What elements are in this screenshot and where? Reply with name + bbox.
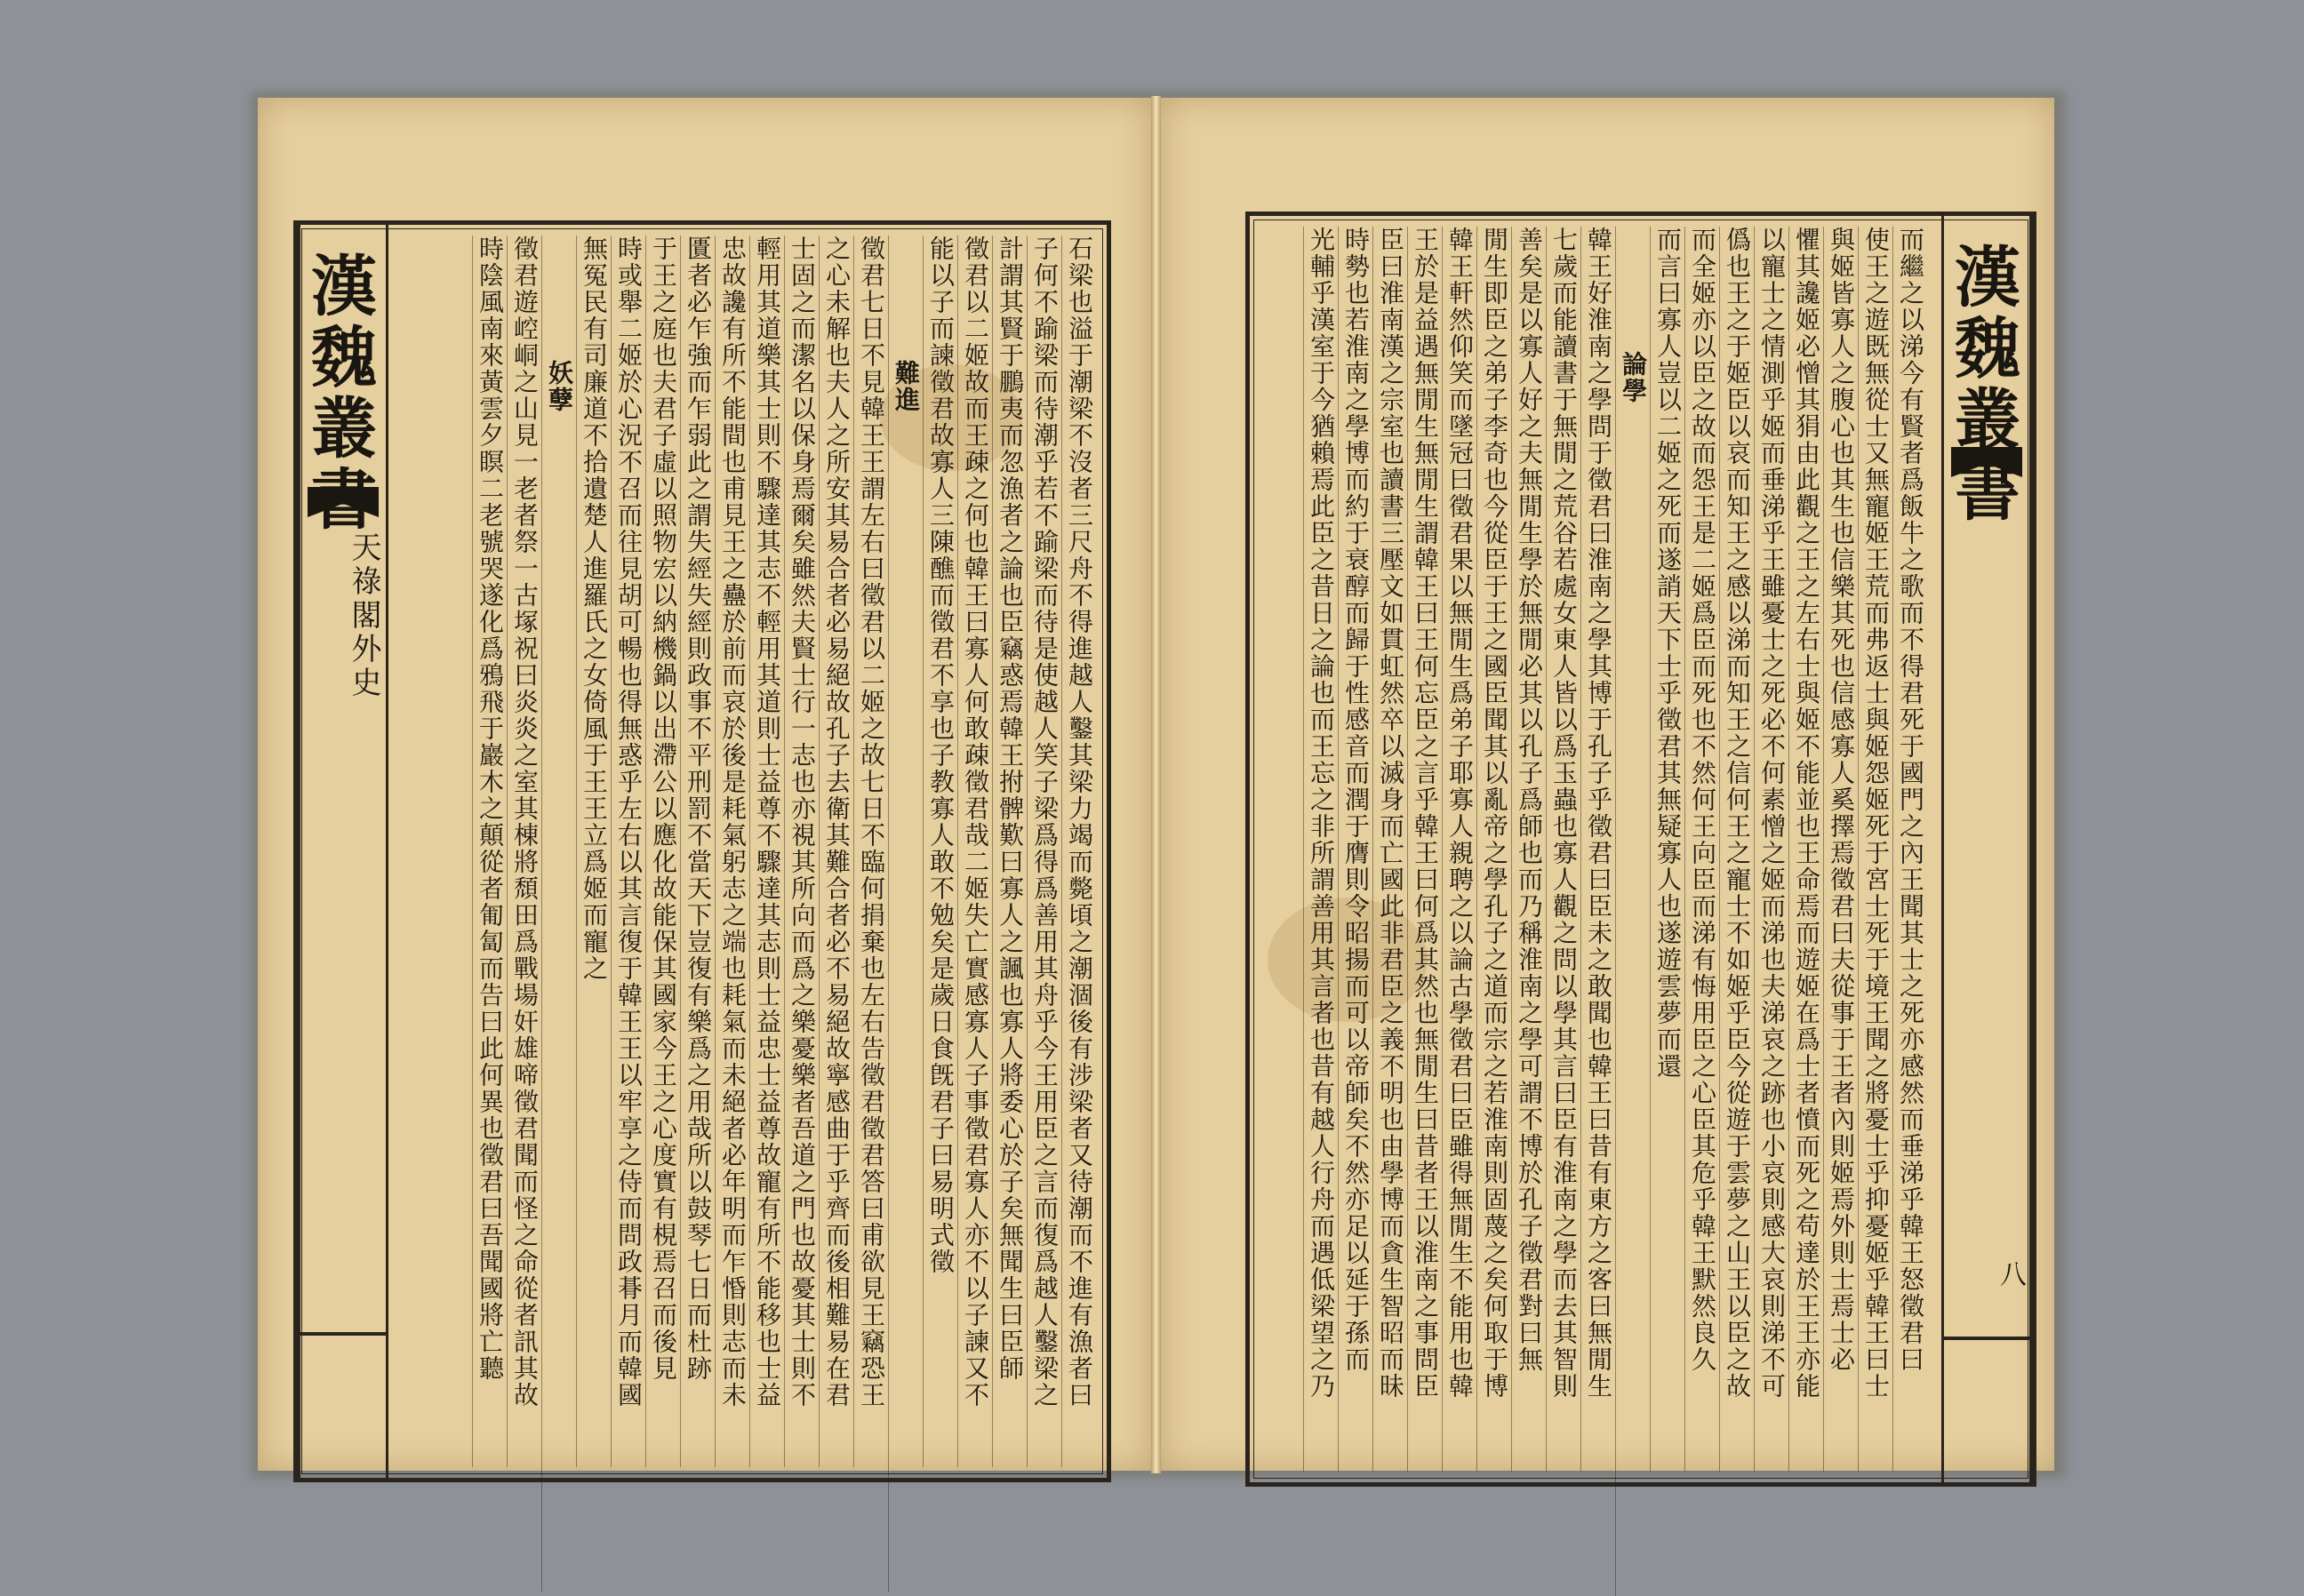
text-column: 時勢也若淮南之學博而約于衰醇而歸于性感音而潤于膺則令昭揚而可以帝師矣不然亦足以延于孫而 [1338, 227, 1372, 1472]
text-column: 懼其讒姬必憎其狷由此觀之王之左右士與姬不能並也王命焉而遊姬在爲士者憤而死之苟達於王王亦能 [1788, 227, 1823, 1472]
text-column: 而言曰寡人豈以二姬之死而遂誚天下士乎徵君其無疑寡人也遂遊雲夢而還 [1650, 227, 1684, 1472]
text-column: 匱者必乍強而乍弱此之謂失經失經則政事不平刑罰不當天下豈復有樂爲之用哉所以鼓琴七日而杜跡 [680, 235, 715, 1467]
right-page [1161, 98, 2054, 1471]
page-number: 八 [1995, 1260, 2026, 1287]
right-block-heart [1941, 216, 2032, 1482]
text-column: 王於是益遇無閒生無閒生謂韓王曰王何忘臣之言乎韓王曰何爲其然也無閒生曰昔者王以淮南之事問臣 [1407, 227, 1442, 1472]
left-text-columns [422, 235, 1096, 1467]
right-page-frame [1245, 211, 2036, 1487]
left-page [258, 98, 1151, 1471]
text-column: 論學 [1615, 227, 1650, 1596]
block-heart-divider [300, 1332, 386, 1336]
book-title: 漢魏叢書 [300, 251, 377, 536]
left-page-frame [293, 220, 1111, 1482]
block-heart-divider [1944, 1337, 2029, 1340]
text-column: 臣曰淮南漢之宗室也讀書三壓文如貫虹然卒以滅身而亡國此非君臣之義不明也由學博而貪生智昭而昧 [1372, 227, 1407, 1472]
text-column: 難進 [888, 235, 923, 1592]
text-column: 計謂其賢于鵬夷而忽漁者之論也臣竊惑焉韓王拊髀歎曰寡人之諷也寡人將委心於子矣無聞生曰臣師 [992, 235, 1027, 1467]
text-column: 妖孽 [541, 235, 576, 1592]
text-column: 閒生即臣之弟子李奇也今從臣于王之國臣聞其以亂帝之學孔子之道而宗之若淮南則固蔑之矣何取于博 [1476, 227, 1511, 1472]
text-column: 忠故讒有所不能間也甫見王之蠱於前而哀於後是耗氣躬志之端也耗氣而未絕者必年明而乍惛則志而未 [715, 235, 749, 1467]
text-column: 士固之而潔名以保身焉爾矣雖然夫賢士行一志也亦視其所向而爲之樂憂樂者吾道之門也故憂其士則不 [784, 235, 819, 1467]
book-gutter [1151, 96, 1161, 1473]
text-column: 徵君遊崆峒之山見一老者祭一古塚祝曰炎炎之室其棟將頹田爲戰場奸雄啼徵君聞而怪之命從者訊其故 [507, 235, 541, 1467]
text-column: 與姬皆寡人之腹心也其生也信樂其死也信感寡人奚擇焉徵君曰夫從事于王者內則姬焉外則士焉士必 [1823, 227, 1858, 1472]
text-column: 徵君七日不見韓王王謂左右曰徵君以二姬之故七日不臨何捐棄也左右告徵君徵君答曰甫欲見王竊恐王 [853, 235, 888, 1467]
book-subtitle: 天祿閣外史 [346, 531, 381, 700]
text-column: 徵君以二姬故而王疎之何也韓王曰寡人何敢疎徵君哉二姬失亡實感寡人子事徵君寡人亦不以子諫又不 [957, 235, 992, 1467]
text-column: 七歲而能讀書于無閒之荒谷若處女東人皆以爲玉蟲也寡人觀之問以學其言曰臣有淮南之學而去其智則 [1546, 227, 1580, 1472]
text-column: 而繼之以涕今有賢者爲飯牛之歌而不得君死于國門之內王聞其士之死亦感然而垂涕乎韓王怒徵君曰 [1892, 227, 1927, 1472]
text-column: 以寵士之情測乎姬而垂涕乎王雖憂士之死必不何素憎之姬而涕也夫涕哀之跡也小哀則感大哀則涕不可 [1754, 227, 1788, 1472]
text-column: 時陰風南來黃雲夕瞑二老號哭遂化爲鴉飛于巖木之顛從者匍匐而告曰此何異也徵君曰吾聞國將亡聽 [472, 235, 507, 1467]
text-column: 時或舉二姬於心況不召而往見胡可暢也得無惑乎左右以其言復于韓王王以牢享之侍而問政朞月而韓國 [611, 235, 645, 1467]
text-column: 韓王好淮南之學問于徵君曰淮南之學其博于孔子乎徵君曰臣未之敢聞也韓王曰昔有東方之客曰無閒生 [1580, 227, 1615, 1472]
text-column: 韓王軒然仰笑而墜冠曰徵君果以無閒生爲弟子耶寡人親聘之以論古學徵君曰臣雖得無閒生不能用也韓 [1442, 227, 1476, 1472]
text-column: 僞也王之于姬臣以哀而知王之感以涕而知王之信何王之寵士不如姬乎臣今從遊于雲夢之山王以臣之故 [1719, 227, 1754, 1472]
text-column: 能以子而諫徵君故寡人三陳醮而徵君不享也子教寡人敢不勉矣是歲日食旣君子曰易明式徵 [923, 235, 957, 1467]
text-column: 石梁也溢于潮梁不沒者三尺舟不得進越人鑿其梁力竭而斃頃之潮涸後有涉梁者又待潮而不進有漁者曰 [1061, 235, 1096, 1467]
text-column: 輕用其道樂其士則不驟達其志不輕用其道則士益尊不驟達其志則士益忠士益尊故寵有所不能移也士益 [749, 235, 784, 1467]
text-column: 無冤民有司廉道不拾遺楚人進羅氏之女倚風于王王立爲姬而寵之 [576, 235, 611, 1467]
text-column: 善矣是以寡人好之夫無閒生學於無閒必其以孔子爲師也而乃稱淮南之學可謂不博於孔子徵君對曰無 [1511, 227, 1546, 1472]
text-column: 之心未解也夫人之所安其易合者必易絕故孔子去衛其難合者必不易絕故寧感曲于乎齊而後相難易在君 [819, 235, 853, 1467]
text-column: 光輔乎漢室于今猶賴焉此臣之昔日之論也而王忘之非所謂善用其言者也昔有越人行舟而遇低梁望之乃 [1303, 227, 1338, 1472]
text-column: 而全姬亦以臣之故而怨王是二姬爲臣而死也不然何王向臣而涕有悔用臣之心臣其危乎韓王默然良久 [1684, 227, 1719, 1472]
fishtail-mark [308, 487, 379, 517]
book-title: 漢魏叢書 [1944, 243, 2020, 527]
fishtail-mark [1951, 447, 2022, 477]
text-column: 使王之遊既無從士又無寵姬王荒而弗返士與姬怨姬死于宮士死于境王聞之將憂士乎抑憂姬乎韓王曰士 [1858, 227, 1892, 1472]
text-column: 子何不踰梁而待潮乎若不踰梁而待是使越人笑子梁爲得爲善用其舟乎今王用臣之言而復爲越人鑿梁之 [1027, 235, 1061, 1467]
right-text-columns [1260, 227, 1927, 1472]
left-block-heart [298, 225, 388, 1478]
text-column: 于王之庭也夫君子虛以照物宏以納機鍋以出滯公以應化故能保其國家今王之心度實有梘焉召而後見 [645, 235, 680, 1467]
